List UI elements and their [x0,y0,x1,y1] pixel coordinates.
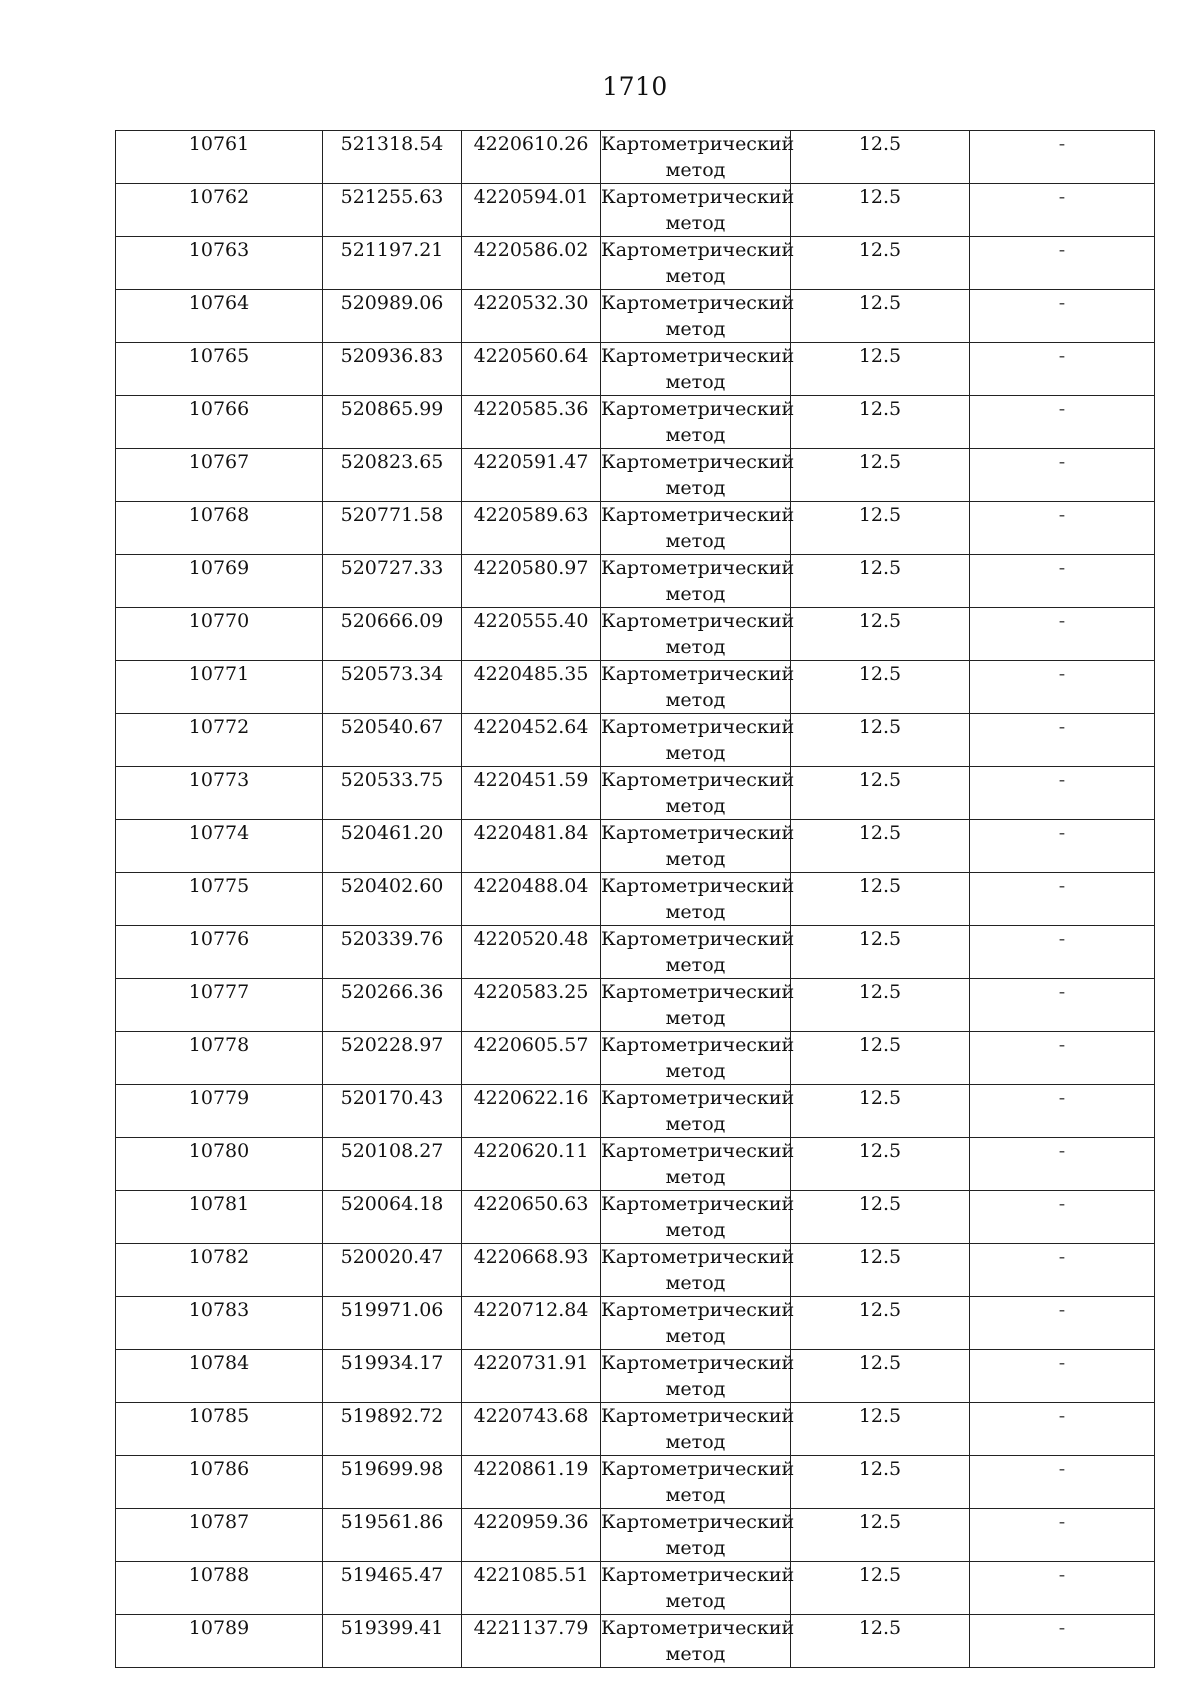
y-coordinate-cell: 4221085.51 [462,1562,601,1615]
method-label-line1: Картометрический [601,769,795,791]
y-coordinate-cell: 4220605.57 [462,1032,601,1085]
accuracy-cell: 12.5 [791,555,970,608]
method-label-line1: Картометрический [601,1617,795,1639]
accuracy-cell: 12.5 [791,1456,970,1509]
table-row [116,1562,1155,1615]
method-label-line2: метод [665,689,726,711]
method-label-line1: Картометрический [601,1140,795,1162]
method-cell [601,343,795,396]
method-label-line1: Картометрический [601,1511,795,1533]
point-number-cell: 10773 [116,767,323,820]
method-label-line2: метод [665,1378,726,1400]
point-number-cell: 10788 [116,1562,323,1615]
x-coordinate-cell: 520989.06 [323,290,462,343]
point-number-cell: 10770 [116,608,323,661]
x-coordinate-cell: 521197.21 [323,237,462,290]
x-coordinate-cell: 520540.67 [323,714,462,767]
x-coordinate-cell: 520727.33 [323,555,462,608]
table-row [116,184,1155,237]
method-cell [601,1350,795,1403]
table-row [116,1244,1155,1297]
method-cell [601,555,795,608]
accuracy-cell: 12.5 [791,608,970,661]
note-cell: - [970,502,1155,555]
x-coordinate-cell: 519934.17 [323,1350,462,1403]
y-coordinate-cell: 4220580.97 [462,555,601,608]
accuracy-cell: 12.5 [791,237,970,290]
method-cell [601,1138,795,1191]
method-label-line2: метод [665,795,726,817]
method-label-line1: Картометрический [601,292,795,314]
y-coordinate-cell: 4220650.63 [462,1191,601,1244]
note-cell: - [970,290,1155,343]
y-coordinate-cell: 4221137.79 [462,1615,601,1668]
point-number-cell: 10775 [116,873,323,926]
note-cell: - [970,1138,1155,1191]
method-label-line1: Картометрический [601,928,795,950]
method-label-line1: Картометрический [601,1299,795,1321]
method-label-line2: метод [665,265,726,287]
table-row [116,502,1155,555]
table-row [116,608,1155,661]
accuracy-cell: 12.5 [791,343,970,396]
point-number-cell: 10782 [116,1244,323,1297]
y-coordinate-cell: 4220743.68 [462,1403,601,1456]
note-cell: - [970,979,1155,1032]
table-row [116,820,1155,873]
method-label-line1: Картометрический [601,1246,795,1268]
method-label-line2: метод [665,1484,726,1506]
x-coordinate-cell: 520865.99 [323,396,462,449]
method-label-line1: Картометрический [601,1405,795,1427]
method-label-line1: Картометрический [601,1087,795,1109]
table-row [116,926,1155,979]
accuracy-cell: 12.5 [791,1191,970,1244]
x-coordinate-cell: 519465.47 [323,1562,462,1615]
note-cell: - [970,237,1155,290]
x-coordinate-cell: 520402.60 [323,873,462,926]
y-coordinate-cell: 4220520.48 [462,926,601,979]
x-coordinate-cell: 519892.72 [323,1403,462,1456]
method-label-line1: Картометрический [601,1458,795,1480]
method-cell [601,979,795,1032]
method-label-line2: метод [665,1537,726,1559]
point-number-cell: 10783 [116,1297,323,1350]
table-row [116,237,1155,290]
method-label-line2: метод [665,848,726,870]
table-row [116,1615,1155,1668]
x-coordinate-cell: 519561.86 [323,1509,462,1562]
point-number-cell: 10774 [116,820,323,873]
point-number-cell: 10765 [116,343,323,396]
method-cell [601,1244,795,1297]
table-row [116,290,1155,343]
point-number-cell: 10784 [116,1350,323,1403]
method-label-line1: Картометрический [601,1564,795,1586]
note-cell: - [970,1403,1155,1456]
note-cell: - [970,343,1155,396]
method-label-line1: Картометрический [601,716,795,738]
x-coordinate-cell: 519699.98 [323,1456,462,1509]
accuracy-cell: 12.5 [791,1403,970,1456]
method-cell [601,767,795,820]
method-cell [601,1403,795,1456]
method-label-line2: метод [665,371,726,393]
note-cell: - [970,873,1155,926]
method-cell [601,449,795,502]
method-label-line2: метод [665,1272,726,1294]
method-label-line2: метод [665,1007,726,1029]
note-cell: - [970,555,1155,608]
point-number-cell: 10781 [116,1191,323,1244]
y-coordinate-cell: 4220731.91 [462,1350,601,1403]
x-coordinate-cell: 521318.54 [323,131,462,184]
x-coordinate-cell: 520064.18 [323,1191,462,1244]
table-row [116,1456,1155,1509]
y-coordinate-cell: 4220610.26 [462,131,601,184]
accuracy-cell: 12.5 [791,820,970,873]
note-cell: - [970,661,1155,714]
method-cell [601,131,795,184]
note-cell: - [970,714,1155,767]
method-label-line2: метод [665,1325,726,1347]
note-cell: - [970,1350,1155,1403]
x-coordinate-cell: 520936.83 [323,343,462,396]
table-row [116,1509,1155,1562]
x-coordinate-cell: 520461.20 [323,820,462,873]
accuracy-cell: 12.5 [791,396,970,449]
method-cell [601,1297,795,1350]
method-label-line2: метод [665,742,726,764]
table-row [116,343,1155,396]
point-number-cell: 10763 [116,237,323,290]
method-label-line2: метод [665,1060,726,1082]
note-cell: - [970,396,1155,449]
method-label-line2: метод [665,954,726,976]
x-coordinate-cell: 520228.97 [323,1032,462,1085]
method-label-line2: метод [665,1590,726,1612]
y-coordinate-cell: 4220560.64 [462,343,601,396]
method-label-line2: метод [665,530,726,552]
method-cell [601,502,795,555]
table-row [116,555,1155,608]
accuracy-cell: 12.5 [791,1032,970,1085]
y-coordinate-cell: 4220594.01 [462,184,601,237]
y-coordinate-cell: 4220585.36 [462,396,601,449]
point-number-cell: 10787 [116,1509,323,1562]
x-coordinate-cell: 520108.27 [323,1138,462,1191]
point-number-cell: 10767 [116,449,323,502]
method-label-line1: Картометрический [601,1352,795,1374]
y-coordinate-cell: 4220532.30 [462,290,601,343]
y-coordinate-cell: 4220959.36 [462,1509,601,1562]
method-label-line2: метод [665,636,726,658]
x-coordinate-cell: 519971.06 [323,1297,462,1350]
method-cell [601,873,795,926]
page-number: 1710 [602,72,668,101]
x-coordinate-cell: 520020.47 [323,1244,462,1297]
accuracy-cell: 12.5 [791,1350,970,1403]
y-coordinate-cell: 4220451.59 [462,767,601,820]
accuracy-cell: 12.5 [791,767,970,820]
accuracy-cell: 12.5 [791,290,970,343]
table-row [116,396,1155,449]
accuracy-cell: 12.5 [791,131,970,184]
point-number-cell: 10780 [116,1138,323,1191]
point-number-cell: 10777 [116,979,323,1032]
table-row [116,1085,1155,1138]
table-row [116,979,1155,1032]
note-cell: - [970,926,1155,979]
accuracy-cell: 12.5 [791,873,970,926]
y-coordinate-cell: 4220488.04 [462,873,601,926]
x-coordinate-cell: 520771.58 [323,502,462,555]
x-coordinate-cell: 521255.63 [323,184,462,237]
method-cell [601,1032,795,1085]
method-label-line1: Картометрический [601,875,795,897]
point-number-cell: 10768 [116,502,323,555]
method-label-line2: метод [665,1643,726,1665]
y-coordinate-cell: 4220485.35 [462,661,601,714]
x-coordinate-cell: 520266.36 [323,979,462,1032]
note-cell: - [970,1615,1155,1668]
point-number-cell: 10789 [116,1615,323,1668]
point-number-cell: 10766 [116,396,323,449]
method-label-line2: метод [665,318,726,340]
accuracy-cell: 12.5 [791,1615,970,1668]
x-coordinate-cell: 520533.75 [323,767,462,820]
table-row [116,714,1155,767]
method-label-line1: Картометрический [601,981,795,1003]
point-number-cell: 10762 [116,184,323,237]
table-row [116,1191,1155,1244]
note-cell: - [970,820,1155,873]
table-row [116,1138,1155,1191]
method-label-line1: Картометрический [601,345,795,367]
method-cell [601,714,795,767]
table-row [116,1350,1155,1403]
accuracy-cell: 12.5 [791,502,970,555]
method-label-line2: метод [665,159,726,181]
note-cell: - [970,767,1155,820]
y-coordinate-cell: 4220555.40 [462,608,601,661]
method-label-line1: Картометрический [601,133,795,155]
table-row [116,1297,1155,1350]
method-label-line1: Картометрический [601,398,795,420]
x-coordinate-cell: 520823.65 [323,449,462,502]
point-number-cell: 10761 [116,131,323,184]
note-cell: - [970,1297,1155,1350]
x-coordinate-cell: 520339.76 [323,926,462,979]
y-coordinate-cell: 4220589.63 [462,502,601,555]
method-label-line1: Картометрический [601,610,795,632]
method-label-line1: Картометрический [601,239,795,261]
accuracy-cell: 12.5 [791,926,970,979]
point-number-cell: 10778 [116,1032,323,1085]
y-coordinate-cell: 4220586.02 [462,237,601,290]
accuracy-cell: 12.5 [791,184,970,237]
method-cell [601,1509,795,1562]
x-coordinate-cell: 520170.43 [323,1085,462,1138]
method-label-line2: метод [665,477,726,499]
method-label-line1: Картометрический [601,504,795,526]
point-number-cell: 10779 [116,1085,323,1138]
accuracy-cell: 12.5 [791,1244,970,1297]
method-label-line2: метод [665,1113,726,1135]
method-cell [601,608,795,661]
table-row [116,873,1155,926]
accuracy-cell: 12.5 [791,714,970,767]
point-number-cell: 10769 [116,555,323,608]
note-cell: - [970,1244,1155,1297]
y-coordinate-cell: 4220583.25 [462,979,601,1032]
table-row [116,1403,1155,1456]
method-cell [601,1615,795,1668]
point-number-cell: 10785 [116,1403,323,1456]
x-coordinate-cell: 520573.34 [323,661,462,714]
method-label-line2: метод [665,1219,726,1241]
y-coordinate-cell: 4220622.16 [462,1085,601,1138]
method-label-line1: Картометрический [601,663,795,685]
accuracy-cell: 12.5 [791,1138,970,1191]
accuracy-cell: 12.5 [791,661,970,714]
method-label-line2: метод [665,583,726,605]
method-cell [601,820,795,873]
y-coordinate-cell: 4220452.64 [462,714,601,767]
method-label-line2: метод [665,212,726,234]
note-cell: - [970,1085,1155,1138]
table-row [116,767,1155,820]
y-coordinate-cell: 4220861.19 [462,1456,601,1509]
y-coordinate-cell: 4220620.11 [462,1138,601,1191]
point-number-cell: 10772 [116,714,323,767]
x-coordinate-cell: 519399.41 [323,1615,462,1668]
method-cell [601,1456,795,1509]
accuracy-cell: 12.5 [791,449,970,502]
y-coordinate-cell: 4220668.93 [462,1244,601,1297]
accuracy-cell: 12.5 [791,1085,970,1138]
table-row [116,131,1155,184]
point-number-cell: 10776 [116,926,323,979]
accuracy-cell: 12.5 [791,1562,970,1615]
method-cell [601,184,795,237]
method-label-line1: Картометрический [601,822,795,844]
accuracy-cell: 12.5 [791,1509,970,1562]
note-cell: - [970,1032,1155,1085]
method-cell [601,290,795,343]
table-row [116,1032,1155,1085]
coordinates-table [115,130,1155,1668]
note-cell: - [970,449,1155,502]
point-number-cell: 10764 [116,290,323,343]
note-cell: - [970,1191,1155,1244]
method-label-line2: метод [665,1166,726,1188]
method-label-line1: Картометрический [601,557,795,579]
y-coordinate-cell: 4220712.84 [462,1297,601,1350]
accuracy-cell: 12.5 [791,979,970,1032]
method-label-line1: Картометрический [601,186,795,208]
y-coordinate-cell: 4220481.84 [462,820,601,873]
method-label-line2: метод [665,424,726,446]
method-label-line2: метод [665,901,726,923]
note-cell: - [970,1509,1155,1562]
y-coordinate-cell: 4220591.47 [462,449,601,502]
method-label-line1: Картометрический [601,1034,795,1056]
note-cell: - [970,131,1155,184]
point-number-cell: 10771 [116,661,323,714]
method-cell [601,396,795,449]
method-label-line1: Картометрический [601,1193,795,1215]
method-cell [601,661,795,714]
point-number-cell: 10786 [116,1456,323,1509]
method-cell [601,237,795,290]
note-cell: - [970,1562,1155,1615]
table-body [116,131,1155,1668]
method-label-line1: Картометрический [601,451,795,473]
method-cell [601,1085,795,1138]
note-cell: - [970,608,1155,661]
method-cell [601,1562,795,1615]
note-cell: - [970,1456,1155,1509]
method-cell [601,1191,795,1244]
method-label-line2: метод [665,1431,726,1453]
x-coordinate-cell: 520666.09 [323,608,462,661]
table-row [116,449,1155,502]
method-cell [601,926,795,979]
table-row [116,661,1155,714]
accuracy-cell: 12.5 [791,1297,970,1350]
note-cell: - [970,184,1155,237]
